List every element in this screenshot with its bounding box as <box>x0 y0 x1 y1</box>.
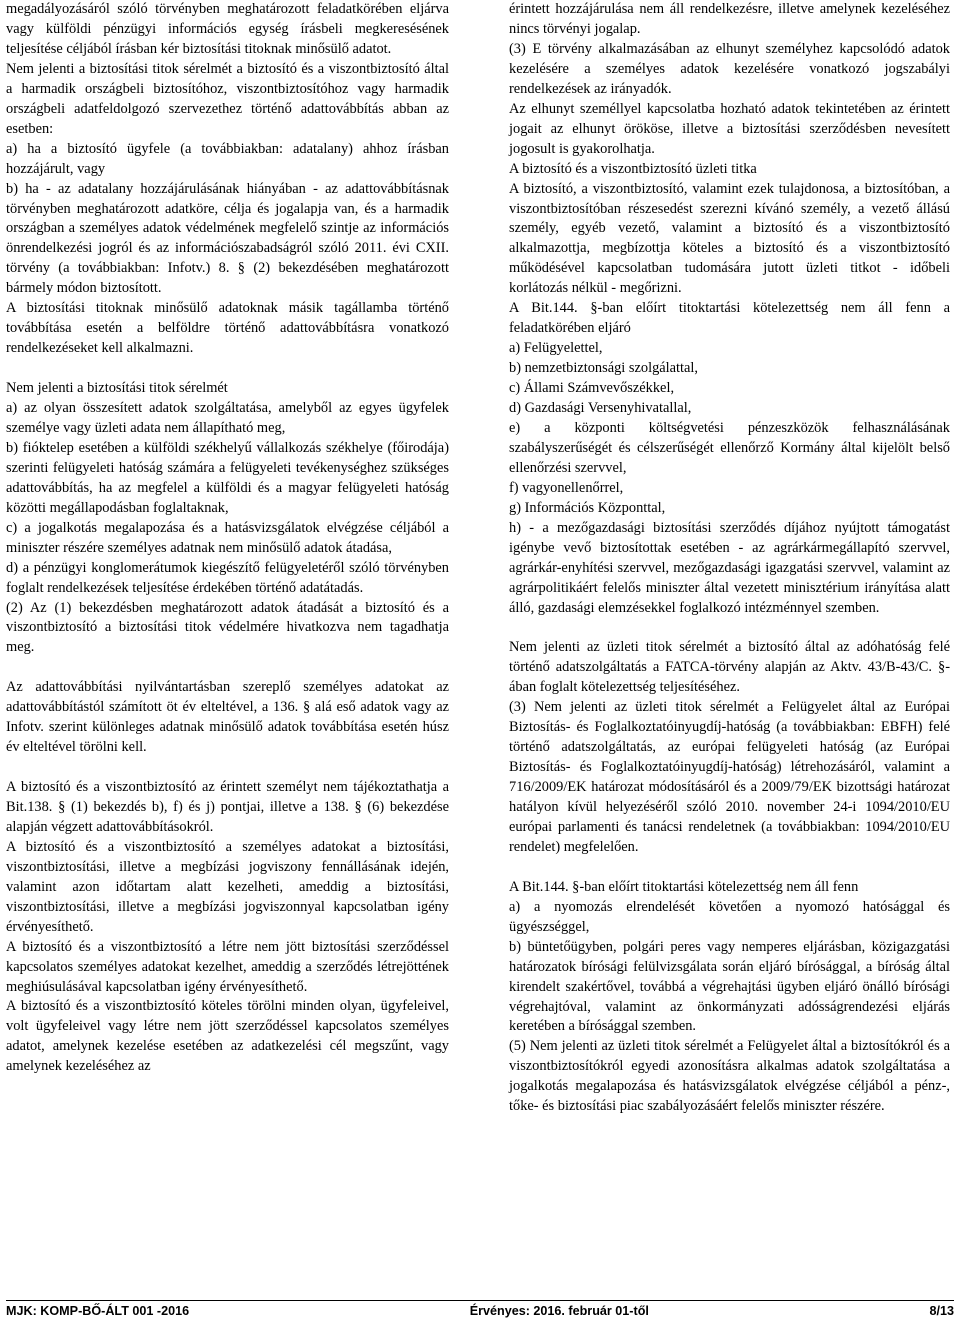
paragraph: Az adattovábbítási nyilvántartásban szereplő személyes adatokat az adattovábbítástól számított öt év elteltével, a 136. § alá eső adatok vagy az Infotv. szerint különleges adatnak minősülő adatok továbbítása esetén húsz év elteltével törölni kell. <box>6 679 449 756</box>
paragraph: A biztosító és a viszontbiztosító a személyes adatokat a biztosítási, viszontbiztosítási, illetve a megbízási jogviszony fennállásának idején, valamint azon időtartam alatt kezelheti, ameddig a biztosítási, viszontbiztosítási, illetve a megbízási jogviszonnyal kapcsolatban igény érvényesíthető. <box>6 838 449 935</box>
page-number: 8/13 <box>929 1304 954 1318</box>
paragraph: A biztosító és a viszontbiztosító köteles törölni minden olyan, ügyfeleivel, volt ügyfeleivel vagy létre nem jött szerződéssel kapcsolatos személyes adatot, amelynek kezelése esetében az adatkezelési cél megszűnt, vagy amelynek kezeléséhez az <box>6 998 449 1075</box>
paragraph: megadályozásáról szóló törvényben meghatározott feladatkörében eljárva vagy külföldi pénzügyi információs egység írásbeli megkeresésének teljesítése céljából írásban kér biztosítási titoknak minősülő adatot. <box>6 1 449 57</box>
list-item: a) Felügyelettel, <box>509 340 603 357</box>
list-item: b) büntetőügyben, polgári peres vagy nemperes eljárásban, közigazgatási határozatok bírósági felülvizsgálata során eljáró bírósággal, a bíróság által kirendelt szakértővel, továbbá a végrehajtási ügyben eljáró önálló bírósági végrehajtóval, valamint az önkormányzati adósságrendezési eljárás keretében a bírósággal szemben. <box>509 938 950 1035</box>
left-column <box>6 0 449 1077</box>
paragraph: (3) E törvény alkalmazásában az elhunyt személyhez kapcsolódó adatok kezelésére a személyes adatok kezelésére vonatkozó jogszabályi rendelkezések az irányadók. <box>509 40 950 97</box>
paragraph: Az elhunyt személlyel kapcsolatba hozható adatok tekintetében az érintett jogait az elhunyt örököse, illetve a biztosítási szerződésben nevesített jogosult is gyakorolhatja. <box>509 100 950 157</box>
paragraph: A biztosító és a viszontbiztosító az érintett személyt nem tájékoztathatja a Bit.138. § (1) bekezdés b), f) és j) pontjai, illetve a 138. § (6) bekezdése alapján végzett adattovábbításokról. <box>6 778 449 835</box>
paragraph: Nem jelenti az üzleti titok sérelmét a biztosító által az adóhatóság felé történő adatszolgáltatás a FATCA-törvény alapján az Aktv. 43/B-43/C. §-ában foglalt kötelezettség teljesítéséhez. <box>509 639 950 696</box>
paragraph: A Bit.144. §-ban előírt titoktartási kötelezettség nem áll fenn <box>509 878 859 895</box>
paragraph: A biztosító és a viszontbiztosító a létre nem jött biztosítási szerződéssel kapcsolatos személyes adatokat kezelhet, ameddig a szerződés létrejöttének meghiúsulásával kapcsolatban igény érvényesíthető. <box>6 938 449 995</box>
paragraph: c) a jogalkotás megalapozása és a hatásvizsgálatok elvégzése céljából a miniszter részére személyes adatnak nem minősülő adatok átadása, <box>6 519 449 556</box>
paragraph: Nem jelenti a biztosítási titok sérelmét a biztosító és a viszontbiztosító által a harmadik országbeli biztosítóhoz, viszontbiztosítóhoz vagy harmadik országbeli adatfeldolgozó szervezethez történő adattovábbítás abban az esetben: <box>6 60 449 137</box>
list-item: b) nemzetbiztonsági szolgálattal, <box>509 360 699 377</box>
list-item: g) Információs Központtal, <box>509 499 666 516</box>
section-heading: A biztosító és a viszontbiztosító üzleti titka <box>509 160 757 177</box>
paragraph: A Bit.144. §-ban előírt titoktartási kötelezettség nem áll fenn a feladatkörében eljáró <box>509 300 950 337</box>
paragraph: A biztosítási titoknak minősülő adatoknak másik tagállamba történő továbbítása esetén a belföldre történő adattovábbításra vonatkozó rendelkezéseket kell alkalmazni. <box>6 300 449 357</box>
paragraph: b) fióktelep esetében a külföldi székhelyű vállalkozás székhelye (főirodája) szerinti felügyeleti hatóság számára a felügyeleti tevékenységhez szükséges adattovábbítás, ha az megfelel a külföldi és a magyar felügyeleti hatóság közötti megállapodásban foglaltaknak, <box>6 439 449 516</box>
paragraph: b) ha - az adatalany hozzájárulásának hiányában - az adattovábbításnak törvényben meghatározott adatköre, célja és jogalapja van, és a harmadik országban a személyes adatok védelmének megfelelő szintje az információs önrendelkezési jogról és az információszabadságról szóló 2011. évi CXII. törvény (a továbbiakban: Infotv.) 8. § (2) bekezdésében meghatározott bármely módon biztosított. <box>6 180 449 297</box>
paragraph: (3) Nem jelenti az üzleti titok sérelmét a Felügyelet által az Európai Biztosítás- és Foglalkoztatóinyugdíj-hatóság (a továbbiakban: EBFH) felé történő adatszolgáltatás, az európai felügyeleti hatóság (az Európai Biztosítás- és Foglalkoztatóinyugdíj-hatóság) létrehozásáról, valamint a 716/2009/EK határozat módosításáról és a 2009/79/EK bizottsági határozat hatályon kívül helyezéséről szóló 2010. november 24-i 1094/2010/EU európai parlamenti és tanácsi rendeletnek (a továbbiakban: 1094/2010/EU rendelet) megfelelően. <box>509 699 950 855</box>
paragraph: Nem jelenti a biztosítási titok sérelmét <box>6 380 228 397</box>
paragraph: (2) Az (1) bekezdésben meghatározott adatok átadását a biztosító és a viszontbiztosító a biztosítási titok védelmére hivatkozva nem tagadhatja meg. <box>6 599 449 656</box>
list-item: e) a központi költségvetési pénzeszközök felhasználásának szabályszerűségét és célszerűségét ellenőrző Kormány által kijelölt belső ellenőrzési szervvel, <box>509 420 950 476</box>
list-item: c) Állami Számvevőszékkel, <box>509 380 675 397</box>
paragraph: a) az olyan összesített adatok szolgáltatása, amelyből az egyes ügyfelek személye vagy üzleti adata nem állapítható meg, <box>6 400 449 436</box>
list-item: f) vagyonellenőrrel, <box>509 479 624 496</box>
paragraph: a) ha a biztosító ügyfele (a továbbiakban: adatalany) ahhoz írásban hozzájárult, vagy <box>6 140 449 177</box>
page-footer <box>6 1300 954 1318</box>
list-item: h) - a mezőgazdasági biztosítási szerződés díjához nyújtott támogatást igénybe vevő biztosítottak esetében - az agrárkármegállapító szervvel, agrárkár-enyhítési szervvel, mezőgazdasági igazgatási szervvel, valamint az agrárpolitikáért felelős miniszter által vezetett minisztérium irányítása alatt álló, gazdasági elemzésekkel foglalkozó intézménnyel szemben. <box>509 519 950 616</box>
validity-date: Érvényes: 2016. február 01-től <box>469 1304 649 1318</box>
list-item: d) Gazdasági Versenyhivatallal, <box>509 400 692 417</box>
list-item: a) a nyomozás elrendelését követően a nyomozó hatósággal és ügyészséggel, <box>509 898 950 935</box>
right-column <box>509 0 950 1117</box>
document-id: MJK: KOMP-BŐ-ÁLT 001 -2016 <box>6 1304 190 1318</box>
paragraph: d) a pénzügyi konglomerátumok kiegészítő felügyeletéről szóló törvényben foglalt rendelkezések teljesítése érdekében történő adatátadás. <box>6 559 449 596</box>
paragraph: érintett hozzájárulása nem áll rendelkezésre, illetve amelynek kezeléséhez nincs törvényi jogalap. <box>509 1 950 37</box>
paragraph: (5) Nem jelenti az üzleti titok sérelmét a Felügyelet által a biztosítókról és a viszontbiztosítókról egyedi azonosításra alkalmas adatok szolgáltatása a jogalkotás megalapozása és hatásvizsgálatok elvégzése céljából a pénz-, tőke- és biztosítási piac szabályozásáért felelős miniszter részére. <box>509 1038 950 1115</box>
paragraph: A biztosító, a viszontbiztosító, valamint ezek tulajdonosa, a biztosítóban, a viszontbiztosítóban részesedést szerezni kívánó személy, a vezető állású személy, egyéb vezető, valamint a biztosító és a viszontbiztosító alkalmazottja, megbízottja köteles a biztosító és a viszontbiztosító működésével kapcsolatban tudomására jutott üzleti titkot - időbeli korlátozás nélkül - megőrizni. <box>509 180 950 297</box>
